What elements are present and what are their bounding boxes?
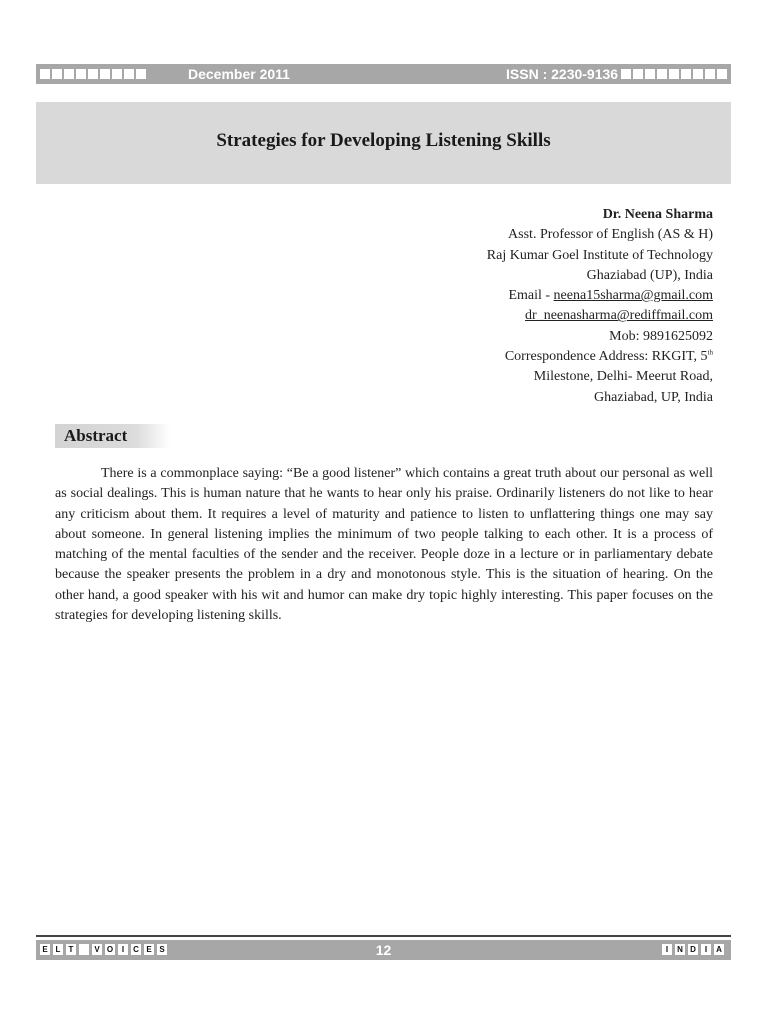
footer-rule — [36, 935, 731, 937]
country-letter: A — [714, 944, 724, 955]
paper-title: Strategies for Developing Listening Skills — [216, 130, 551, 151]
author-position: Asst. Professor of English (AS & H) — [508, 227, 713, 243]
author-email-line — [293, 286, 713, 306]
address-line1-text: Correspondence Address: RKGIT, 5 — [504, 349, 708, 365]
journal-letter: E — [144, 944, 154, 955]
journal-letter: C — [131, 944, 141, 955]
journal-letter: E — [40, 944, 50, 955]
issn-number: ISSN : 2230-9136 — [506, 66, 619, 82]
author-mobile: Mob: 9891625092 — [609, 328, 713, 344]
journal-letter: I — [118, 944, 128, 955]
email-link-primary[interactable]: neena15sharma@gmail.com — [553, 288, 713, 304]
journal-header-bar — [36, 64, 731, 84]
country-boxes — [662, 944, 724, 955]
journal-letter: O — [106, 945, 114, 954]
issue-date: December 2011 — [188, 66, 290, 82]
journal-footer-bar — [36, 940, 731, 960]
page-number: 12 — [375, 942, 392, 958]
title-banner — [36, 102, 731, 184]
email-label: Email - — [508, 288, 554, 304]
country-letter: I — [701, 944, 711, 955]
address-line1-superscript: th — [707, 348, 713, 357]
author-name: Dr. Neena Sharma — [602, 207, 713, 222]
correspondence-address-line1 — [293, 347, 713, 367]
abstract-text: There is a commonplace saying: “Be a good listener” which contains a great truth about our personal as well as social dealings. This is human nature that he wants to hear only his praise. Ordinarily listeners do not like to hear any criticism about them. It requires a level of maturity and patience to listen to unflattering things one may say about someone. In general listening implies the minimum of two people talking to each other. It is a process of matching of the mental faculties of the sender and the receiver. People doze in a lecture or in parliamentary debate because the speaker presents the problem in a dry and monotonous style. This is the situation of hearing. On the other hand, a good speaker with his wit and humor can make dry topic highly interesting. This paper focuses on the strategies for developing listening skills. — [55, 466, 713, 624]
country-letter: I — [662, 944, 672, 955]
header-decoration-right — [621, 69, 727, 79]
author-block — [293, 205, 713, 408]
abstract-heading: Abstract — [64, 426, 128, 445]
author-city: Ghaziabad (UP), India — [586, 267, 713, 283]
email-link-secondary[interactable]: dr_neenasharma@rediffmail.com — [525, 308, 713, 324]
journal-letter: T — [66, 944, 76, 955]
header-decoration-left — [40, 69, 146, 79]
author-institute: Raj Kumar Goel Institute of Technology — [486, 247, 713, 263]
journal-letter: V — [92, 944, 102, 955]
journal-letter: L — [53, 944, 63, 955]
country-letter: D — [688, 944, 698, 955]
correspondence-address-line2: Milestone, Delhi- Meerut Road, — [533, 369, 713, 385]
correspondence-address-line3: Ghaziabad, UP, India — [594, 389, 713, 405]
country-letter: N — [675, 944, 685, 955]
journal-letter: S — [157, 944, 167, 955]
abstract-heading-tab — [55, 424, 170, 448]
